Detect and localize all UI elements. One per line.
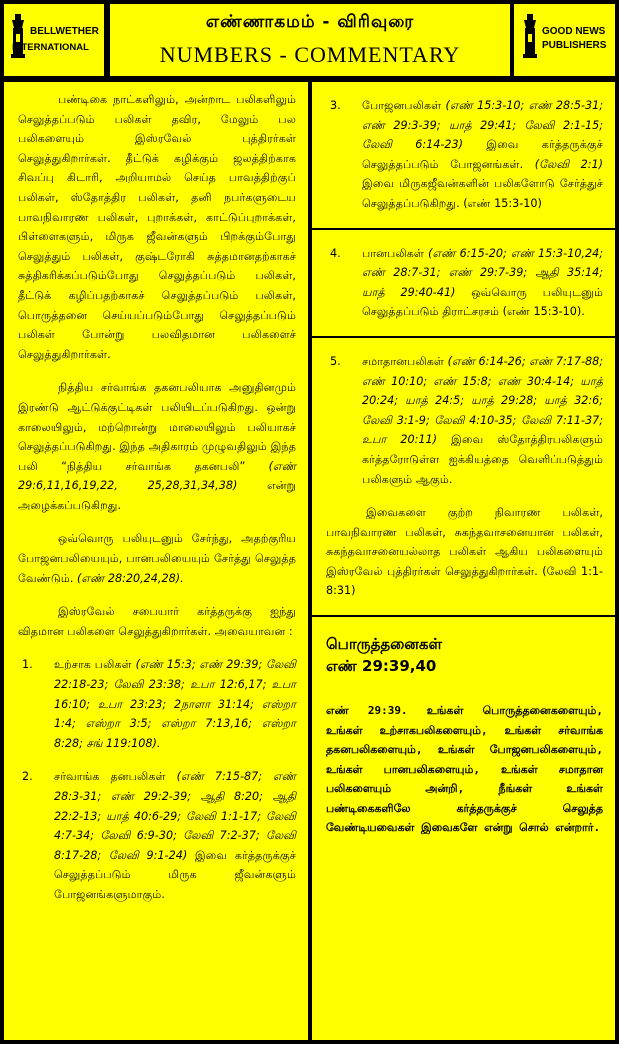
paragraph-text: நித்திய சர்வாங்க தகனபலியாக அனுதினமும் இரண்டு ஆட்டுக்குட்டிகள் பலியிடப்படுகிறது. ஒன்று காலையிலும், மற்றொன்று மாலையிலும் பலியாகச் செலுத்தப்படுகிறது. இந்த அதிகாரம் முழுவதிலும் இந்த பலி “நித்திய சர்வாங்க தகனபலி” bbox=[18, 381, 296, 473]
scripture-reference: (எண் 15:3-10; எண் 28:5-31; எண் 29:3-39; யாத் 29:41; லேவி 2:1-15; லேவி 6:14-23) bbox=[362, 99, 603, 152]
paragraph-text: இவைகளை குற்ற நிவாரண பலிகள், பாவநிவாரண பலிகள், சுகந்தவாசனையான பலிகள், சுகந்தவாசனையல்லாத பலிகள் ஆகிய பலிகளையும் இஸ்ரவேல் புத்திரர்கள் செலுத்துகிறார்கள். bbox=[326, 506, 603, 578]
list-item-text: ஒவ்வொரு பலியுடனும் செலுத்தப்படும் திராட்சரசம் bbox=[362, 285, 603, 319]
left-column bbox=[4, 82, 308, 1040]
list-item bbox=[326, 352, 603, 489]
good-news-logo bbox=[514, 4, 615, 76]
paragraph-text: ஒவ்வொரு பலியுடனும் சேர்ந்து, அதற்குரிய போஜனபலியையும், பானபலியையும் சேர்த்து செலுத்த வேண்டும். bbox=[18, 532, 296, 585]
list-item-text: இவை கர்த்தருக்குச் செலுத்தப்படும் போஜனங்கள். bbox=[362, 138, 603, 171]
list-item bbox=[18, 767, 296, 904]
bell-tower-icon bbox=[522, 14, 538, 58]
logo-right-line2: PUBLISHERS bbox=[542, 40, 607, 51]
logo-left-line2: INTERNATIONAL bbox=[12, 42, 89, 53]
scripture-reference: (எண் 6:15-20; எண் 15:3-10,24; எண் 28:7-31; எண் 29:7-39; ஆதி 35:14; யாத் 29:40-41) bbox=[362, 246, 603, 299]
list-number: 2. bbox=[22, 770, 33, 784]
verse-text: எண் 29:39. உங்கள் பொருத்தனைகளையும், உங்கள் உற்சாகபலிகளையும், உங்கள் சர்வாங்க தகனபலிகளையும், உங்கள் போஜனபலிகளையும், உங்கள் பானபலிகளையும், உங்கள் சமாதான பலிகளையும் அன்றி, நீங்கள் உங்கள் பண்டிகைகளிலே கர்த்தருக்குச் செலுத்த வேண்டியவைகள் இவைகளே என்று சொல் என்றார். bbox=[326, 704, 603, 835]
scripture-reference: (எண் 28:20,24,28). bbox=[77, 571, 184, 585]
title-english: NUMBERS - COMMENTARY bbox=[159, 42, 461, 67]
paragraph: இஸ்ரவேல் சபையார் கர்த்தருக்கு ஐந்து விதமான பலிகளை செலுத்துகிறார்கள். அவையாவன : bbox=[18, 605, 296, 638]
list-item-title: பானபலிகள் bbox=[362, 246, 424, 260]
divider bbox=[312, 228, 615, 230]
list-item bbox=[326, 244, 603, 322]
logo-right-line1: GOOD NEWS bbox=[542, 26, 606, 37]
list-item-title: சர்வாங்க தனபலிகள் bbox=[54, 770, 166, 784]
heading-title: பொருத்தனைகள் bbox=[326, 635, 442, 654]
list-item-title: போஜனபலிகள் bbox=[362, 99, 442, 112]
bellwether-logo bbox=[4, 4, 104, 76]
list-number: 5. bbox=[330, 354, 341, 368]
list-item-title: சமாதானபலிகள் bbox=[362, 354, 444, 368]
paragraph bbox=[18, 378, 296, 515]
list-item bbox=[326, 96, 603, 214]
list-number: 1. bbox=[22, 658, 33, 672]
divider bbox=[312, 615, 615, 617]
section-heading bbox=[326, 633, 603, 677]
right-column bbox=[312, 82, 615, 1040]
list-number: 3. bbox=[330, 99, 341, 112]
list-item-text: இவை கர்த்தருக்குச் செலுத்தப்படும் மிருக ஜீவன்களும் போஜனங்களுமாகும். bbox=[54, 848, 296, 901]
list-item-text: இவை ஸ்தோத்திரபலிகளும் கர்த்தரோடுள்ள ஐக்கியத்தை வெளிப்படுத்தும் பலிகளும் ஆகும். bbox=[362, 433, 604, 486]
list-number: 4. bbox=[330, 246, 341, 260]
title-tamil: எண்ணாகமம் - விரிவுரை bbox=[205, 12, 415, 32]
paragraph-text: என்று அழைக்கப்படுகிறது. bbox=[18, 479, 297, 512]
paragraph bbox=[18, 529, 296, 588]
scripture-reference: (எண் 29:6,11,16,19,22, 25,28,31,34,38) bbox=[18, 459, 296, 493]
scripture-reference: (லேவி 2:1) bbox=[534, 157, 603, 171]
scripture-reference: (லேவி 1:1-8:31) bbox=[326, 564, 603, 598]
divider bbox=[312, 336, 615, 338]
scripture-reference: (எண் 15:3-10) bbox=[463, 196, 542, 210]
scripture-reference: (எண் 15:3; எண் 29:39; லேவி 22:18-23; லேவி 23:38; உபா 12:6,17; உபா 16:10; உபா 23:23; 2நாளா 31:14; எஸ்றா 1:4; எஸ்றா 3:5; எஸ்றா 7:13,16; எஸ்றா 8:28; சங் 119:108). bbox=[54, 658, 296, 750]
title-block bbox=[110, 4, 510, 76]
scripture-reference: (எண் 6:14-26; எண் 7:17-88; எண் 10:10; எண் 15:8; எண் 30:4-14; யாத் 20:24; யாத் 24:5; யாத் 29:28; யாத் 32:6; லேவி 3:1-9; லேவி 4:10-35; லேவி 7:11-37; உபா 20:11) bbox=[362, 354, 603, 447]
scripture-reference: (எண் 7:15-87; எண் 28:3-31; எண் 29:2-39; ஆதி 8:20; ஆதி 22:2-13; யாத் 40:6-29; லேவி 1:1-17; லேவி 4:7-34; லேவி 6:9-30; லேவி 7:2-37; லேவி 8:17-28; லேவி 9:1-24) bbox=[54, 770, 296, 862]
logo-left-line1: BELLWETHER bbox=[30, 26, 99, 37]
paragraph: பண்டிகை நாட்களிலும், அன்றாட பலிகளிலும் செலுத்தப்படும் பலிகள் தவிர, மேலும் பல பலிகளையும் இஸ்ரவேல் புத்திரர்கள் செலுத்துகிறார்கள். தீட்டுக் கழிக்கும் ஜலத்திற்காக சிவப்பு கிடாரி, அறியாமல் செய்த பாவத்திற்குப் பலிகள், ஸ்தோத்திர பலிகள், தனி நபர்களுடைய பாவநிவாரண பலிகள், புறாக்கள், காட்டுப்புறாக்கள், பிள்ளைகளும், மிருக ஜீவன்களும் பிறக்கும்போது செலுத்தும் பலிகள், குஷ்டரோகி சுத்தமானதற்காகச் சுத்திகரிக்கப்படும்போது செலுத்தப்படும் பலிகள், தீட்டுக் கழிப்பதற்காகச் செலுத்தப்படும் பலிகள், பொருத்தனை செய்யப்படும்போது செலுத்தப்படும் பலிகள் போன்று பலவிதமான பலிகளைச் செலுத்துகிறார்கள். bbox=[18, 93, 296, 361]
list-item bbox=[18, 655, 296, 753]
list-item-title: உற்சாக பலிகள் bbox=[54, 658, 132, 672]
scripture-reference: (எண் 15:3-10). bbox=[502, 305, 585, 319]
list-item-text: இவை மிருகஜீவன்களின் பலிகளோடு சேர்த்துச் செலுத்தப்படுகிறது. bbox=[362, 177, 603, 210]
paragraph bbox=[326, 503, 603, 601]
heading-reference: எண் 29:39,40 bbox=[326, 657, 437, 676]
